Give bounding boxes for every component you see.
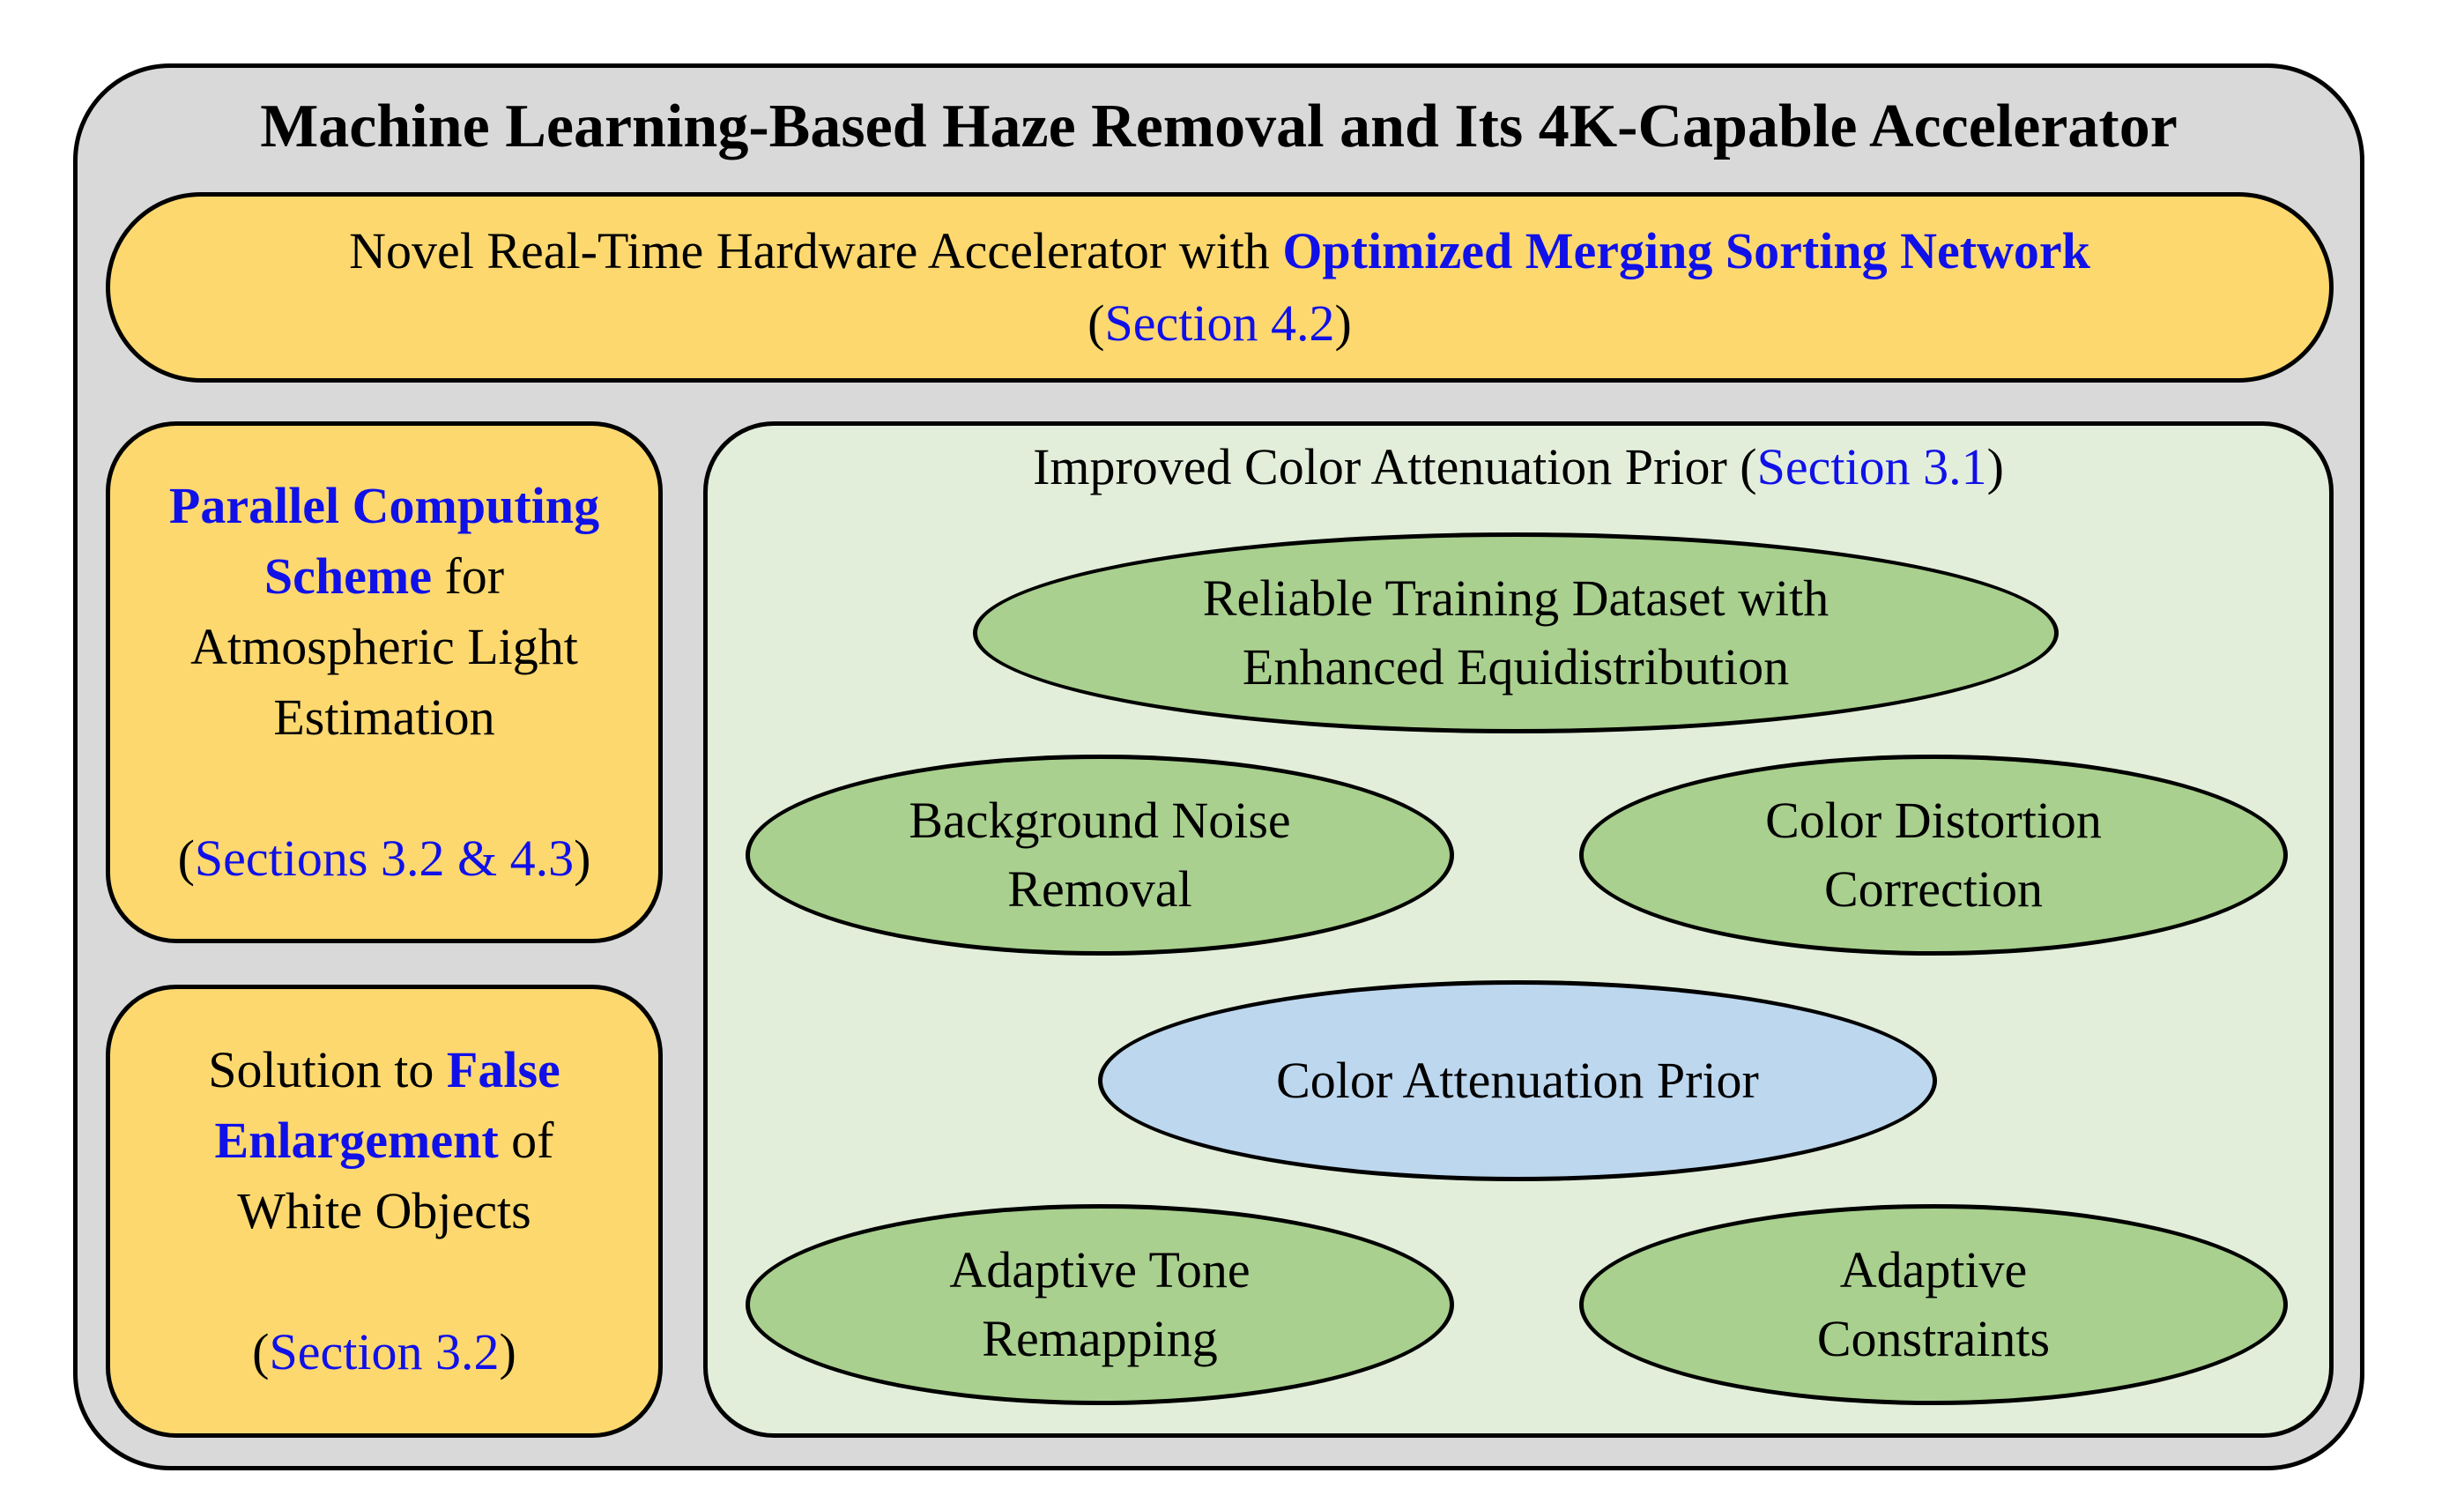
enlargement-highlight: Enlargement	[214, 1112, 499, 1169]
parallel-line-2-suffix: for	[431, 547, 505, 605]
parallel-line-3: Atmospheric Light	[190, 618, 578, 675]
scheme-highlight: Scheme	[263, 547, 432, 605]
improved-cap-heading	[703, 432, 2334, 502]
enlargement-line-3: White Objects	[237, 1182, 531, 1239]
ellipse-line-2: Constraints	[1816, 1310, 2051, 1367]
paren-close: )	[499, 1323, 516, 1380]
section-ref: Section 3.1	[1756, 438, 1987, 495]
paren-close: )	[1986, 438, 2004, 495]
color-distortion-ellipse	[1579, 755, 2288, 956]
section-ref: Section 3.2	[269, 1323, 500, 1380]
paren-open: (	[177, 830, 195, 887]
paren-close: )	[574, 830, 591, 887]
enlargement-line-2	[215, 1105, 554, 1176]
ellipse-line-2: Removal	[1007, 860, 1192, 918]
enlargement-ref	[252, 1317, 516, 1388]
accelerator-line-1	[349, 215, 2090, 287]
parallel-ref	[178, 823, 591, 894]
enlargement-line-1-prefix: Solution to	[208, 1041, 447, 1098]
paren-close: )	[1334, 294, 1352, 352]
adaptive-constraints-ellipse	[1579, 1204, 2288, 1405]
parallel-computing-box	[106, 421, 663, 943]
false-enlargement-box	[106, 985, 663, 1438]
paren-open: (	[1087, 294, 1105, 352]
section-ref: Sections 3.2 & 4.3	[194, 830, 575, 887]
background-noise-ellipse	[746, 755, 1454, 956]
section-ref: Section 4.2	[1104, 294, 1335, 352]
paren-open: (	[252, 1323, 270, 1380]
ellipse-line-2: Remapping	[982, 1310, 1218, 1367]
ellipse-line-1: Color Attenuation Prior	[1276, 1052, 1759, 1109]
ellipse-line-2: Correction	[1823, 860, 2044, 918]
ellipse-line-1: Reliable Training Dataset with	[1202, 569, 1829, 627]
ellipse-line-1: Background Noise	[909, 792, 1291, 849]
sorting-network-highlight: Optimized Merging Sorting Network	[1282, 222, 2090, 279]
false-highlight: False	[446, 1041, 560, 1098]
accelerator-line-2	[1087, 287, 1352, 360]
ellipse-line-1: Adaptive Tone	[949, 1241, 1251, 1298]
ellipse-line-2: Enhanced Equidistribution	[1242, 638, 1790, 696]
ellipse-line-1: Adaptive	[1839, 1241, 2028, 1298]
accelerator-text: Novel Real-Time Hardware Accelerator with	[349, 222, 1283, 279]
training-dataset-ellipse	[973, 532, 2059, 733]
diagram-title: Machine Learning-Based Haze Removal and Its 4K-Capable Accelerator	[260, 93, 2178, 160]
parallel-line-2	[264, 541, 504, 612]
heading-text: Improved Color Attenuation Prior (	[1033, 438, 1757, 495]
adaptive-tone-ellipse	[746, 1204, 1454, 1405]
accelerator-box	[106, 192, 2334, 383]
ellipse-line-1: Color Distortion	[1765, 792, 2102, 849]
parallel-line-1: Parallel Computing	[168, 477, 600, 534]
enlargement-line-1	[208, 1035, 560, 1105]
parallel-line-4: Estimation	[273, 688, 495, 746]
color-attenuation-prior-ellipse	[1098, 980, 1937, 1181]
enlargement-line-2-suffix: of	[498, 1112, 554, 1169]
